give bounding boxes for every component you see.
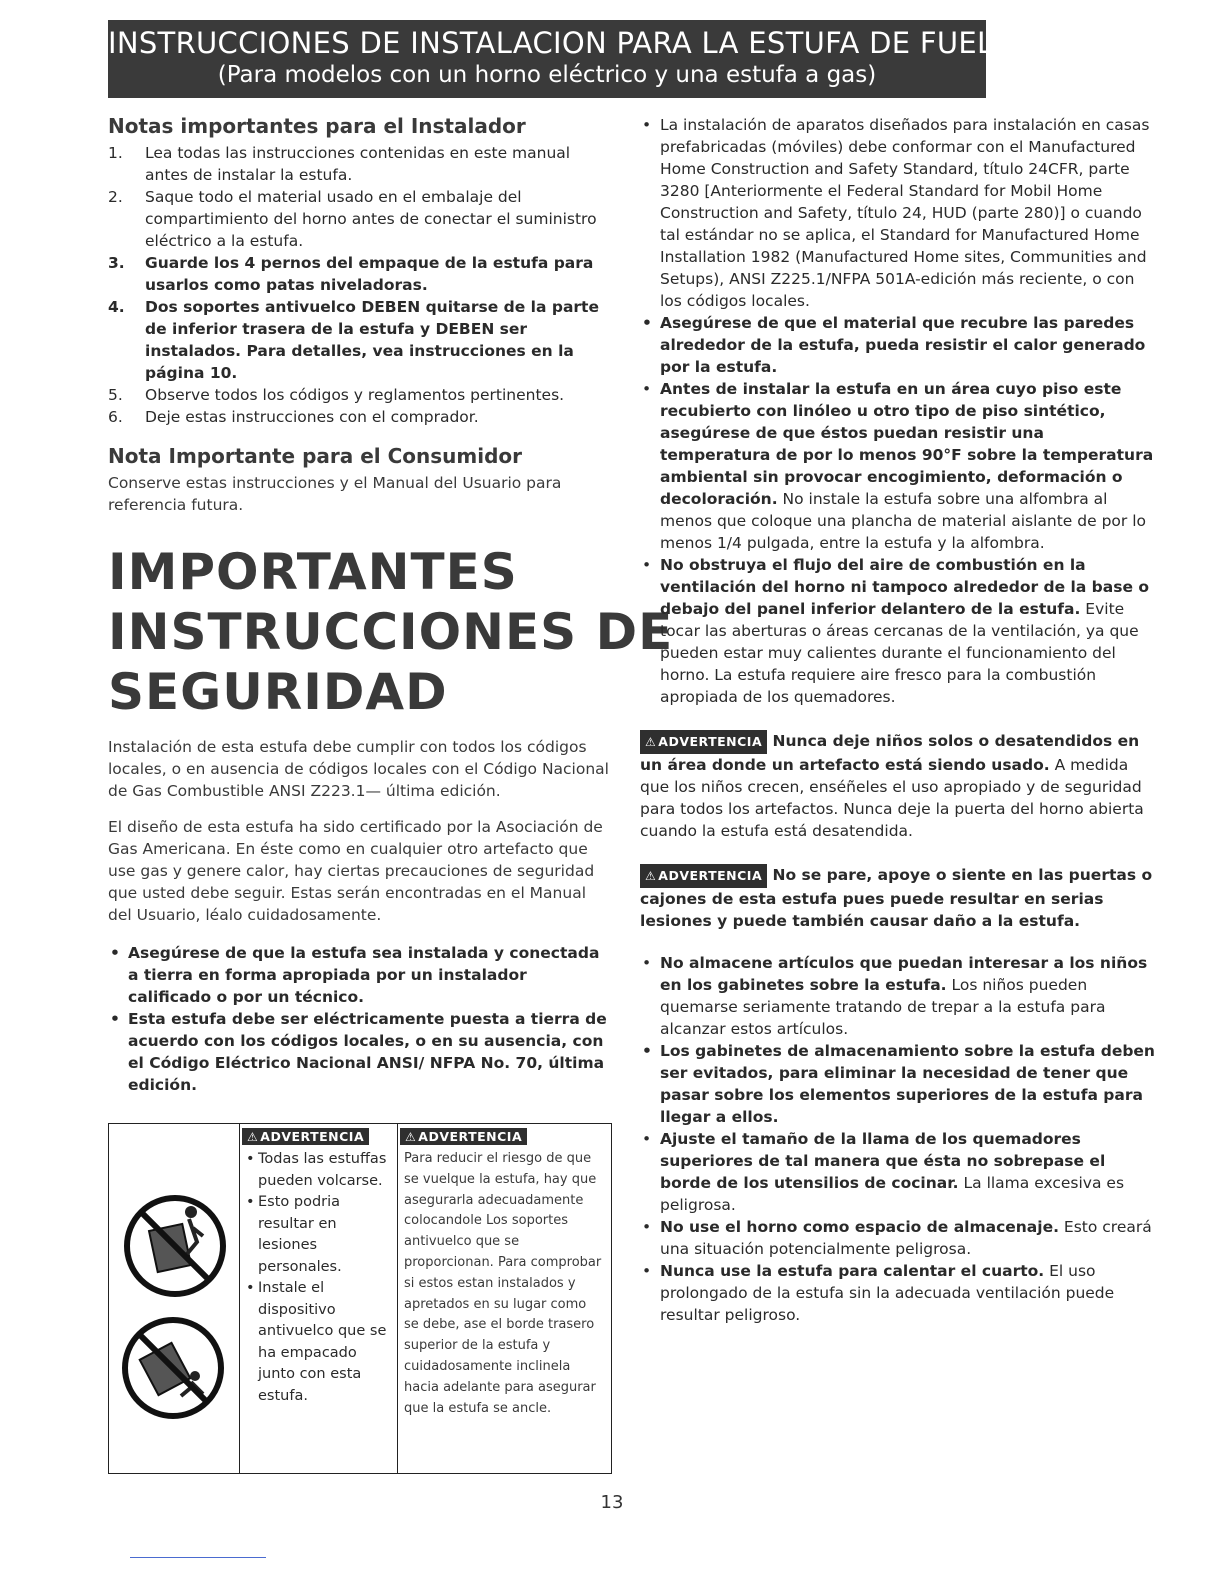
list-item: 5. Observe todos los códigos y reglamentos pertinentes. xyxy=(108,386,565,404)
list-item: • Nunca use la estufa para calentar el cuarto. El uso prolongado de la estufa sin la adecuada ventilación puede resultar peligroso. xyxy=(640,1260,1156,1326)
tip-over-illustration xyxy=(109,1124,239,1473)
warning-label: ⚠ ADVERTENCIA xyxy=(640,864,767,888)
list-item: • Asegúrese de que el material que recubre las paredes alrededor de la estufa, pueda resistir el calor generado por la estufa. xyxy=(640,312,1156,378)
warning-triangle-icon: ⚠ xyxy=(645,735,657,749)
warning-triangle-icon: ⚠ xyxy=(405,1130,417,1144)
warning-label: ⚠ ADVERTENCIA xyxy=(640,730,767,754)
list-item: • Antes de instalar la estufa en un área cuyo piso este recubierto con linóleo u otro tipo de piso sintético, asegúrese de que éstos puedan resistir una temperatura de por lo menos 90°F sobre la temperatura ambiental sin provocar encogimiento, deformación o decoloración. No instale la estufa sobre una alfombra al menos que coloque una plancha de material aislante de por lo menos 1/4 pulgada, entre la estufa y la alfombra. xyxy=(640,378,1156,554)
door-warning: ⚠ ADVERTENCIA No se pare, apoye o siente en las puertas o cajones de esta estufa pues puede resultar en serias lesiones y puede también causar daño a la estufa. xyxy=(640,866,1153,930)
title-banner xyxy=(108,20,1196,98)
list-item: 1. Lea todas las instrucciones contenidas en este manual antes de instalar la estufa. xyxy=(108,144,571,184)
children-warning: ⚠ ADVERTENCIA Nunca deje niños solos o desatendidos en un área donde un artefacto está siendo usado. A medida que los niños crecen, enséñeles el uso apropiado y de seguridad para todos los artefactos. Nunca deje la puerta del horno abierta cuando la estufa está desatendida. xyxy=(640,732,1144,840)
list-item: 4. Dos soportes antivuelco DEBEN quitarse de la parte de inferior trasera de la estufa y DEBEN ser instalados. Para detalles, vea instrucciones en la página 10. xyxy=(108,298,599,382)
installation-bullets xyxy=(640,114,1156,708)
list-item: • La instalación de aparatos diseñados para instalación en casas prefabricadas (móviles) debe conformar con el Manufactured Home Construction and Safety Standard, título 24CFR, parte 3280 [Anteriormente el Federal Standard for Mobil Home Construction and Safety, título 24, HUD (parte 280)] o cuando tal estándar no se aplica, el Standard for Manufactured Home Installation 1982 (Manufactured Home sites, Communities and Setups), ANSI Z225.1/NFPA 501A-edición más reciente, o con los códigos locales. xyxy=(640,114,1156,312)
page-title: INSTRUCCIONES DE INSTALACION PARA LA ESTUFA DE FUEL DUAL DE 40" xyxy=(108,26,1196,60)
list-item: • Instale el dispositivo antivuelco que se ha empacado junto con esta estufa. xyxy=(246,1278,393,1407)
safety-title-line2: INSTRUCCIONES DE xyxy=(108,603,674,661)
installer-notes-heading: Notas importantes para el Instalador xyxy=(108,114,526,138)
warning-label: ⚠ ADVERTENCIA xyxy=(242,1128,369,1145)
list-item: • No almacene artículos que puedan interesar a los niños en los gabinetes sobre la estufa. Los niños pueden quemarse seriamente tratando de trepar a la estufa para alcanzar estos artículos. xyxy=(640,952,1156,1040)
safety-paragraph: El diseño de esta estufa ha sido certificado por la Asociación de Gas Americana. En éste como en cualquier otro artefacto que use gas y genere calor, hay ciertas precauciones de seguridad que usted debe seguir. Estas serán encontradas en el Manual del Usuario, léalo cuidadosamente. xyxy=(108,818,603,924)
safety-paragraph: Instalación de esta estufa debe cumplir con todos los códigos locales, o en ausencia de códigos locales con el Código Nacional de Gas Combustible ANSI Z223.1— última edición. xyxy=(108,738,609,800)
warning-label: ⚠ ADVERTENCIA xyxy=(400,1128,527,1145)
warning-text: Para reducir el riesgo de que se vuelque la estufa, hay que asegurarla adecuadamente colocandole Los soportes antivuelco que se proporcionan. Para comprobar si estos estan instalados y apretados en su lugar como se debe, ase el borde trasero superior de la estufa y cuidadosamente inclinela hacia adelante para asegurar que la estufa se ancle. xyxy=(404,1151,602,1416)
safety-bullets xyxy=(108,942,614,1096)
list-item: 3. Guarde los 4 pernos del empaque de la estufa para usarlos como patas niveladoras. xyxy=(108,254,594,294)
warning-triangle-icon: ⚠ xyxy=(645,869,657,883)
page-subtitle: (Para modelos con un horno eléctrico y una estufa a gas) xyxy=(217,62,877,88)
left-column xyxy=(108,114,674,1096)
list-item: • No use el horno como espacio de almacenaje. Esto creará una situación potencialmente peligrosa. xyxy=(640,1216,1156,1260)
no-climb-icon xyxy=(125,1320,221,1416)
safety-title xyxy=(108,542,674,722)
footer-divider xyxy=(130,1557,266,1558)
no-tip-icon xyxy=(127,1198,223,1294)
list-item: • Todas las estuffas pueden volcarse. xyxy=(246,1149,393,1192)
safety-title-line3: SEGURIDAD xyxy=(108,663,448,721)
warning-column xyxy=(398,1124,611,1473)
list-item: • Los gabinetes de almacenamiento sobre la estufa deben ser evitados, para eliminar la necesidad de tener que pasar sobre los elementos superiores de la estufa para llegar a ellos. xyxy=(640,1040,1156,1128)
consumer-note-heading: Nota Importante para el Consumidor xyxy=(108,444,523,468)
list-item: • Esto podria resultar en lesiones personales. xyxy=(246,1192,393,1278)
page-number: 13 xyxy=(600,1492,624,1513)
consumer-note-text: Conserve estas instrucciones y el Manual del Usuario para referencia futura. xyxy=(108,474,562,514)
list-item: • No obstruya el flujo del aire de combustión en la ventilación del horno ni tampoco alrededor de la base o debajo del panel inferior delantero de la estufa. Evite tocar las aberturas o áreas cercanas de la ventilación, ya que pueden estar muy calientes durante el funcionamiento del horno. La estufa requiere aire fresco para la combustión apropiada de los quemadores. xyxy=(640,554,1156,708)
warning-list xyxy=(240,1149,397,1407)
list-item: • Ajuste el tamaño de la llama de los quemadores superiores de tal manera que ésta no sobrepase el borde de los utensilios de cocinar. La llama excesiva es peligrosa. xyxy=(640,1128,1156,1216)
list-item: 2. Saque todo el material usado en el embalaje del compartimiento del horno antes de conectar el suministro eléctrico a la estufa. xyxy=(108,188,597,250)
warning-triangle-icon: ⚠ xyxy=(247,1130,259,1144)
safety-title-line1: IMPORTANTES xyxy=(108,543,518,601)
list-item: • Asegúrese de que la estufa sea instalada y conectada a tierra en forma apropiada por un instalador calificado o por un técnico. xyxy=(108,942,614,1008)
right-column xyxy=(640,114,1156,1326)
list-item: 6. Deje estas instrucciones con el comprador. xyxy=(108,408,479,426)
warning-illustrations xyxy=(109,1124,240,1473)
tip-over-warning-box xyxy=(108,1123,612,1474)
installer-notes-list xyxy=(108,142,614,428)
list-item: • Esta estufa debe ser eléctricamente puesta a tierra de acuerdo con los códigos locales, o en su ausencia, con el Código Eléctrico Nacional ANSI/ NFPA No. 70, última edición. xyxy=(108,1008,614,1096)
safety-bullets-right xyxy=(640,952,1156,1326)
warning-column xyxy=(240,1124,398,1473)
